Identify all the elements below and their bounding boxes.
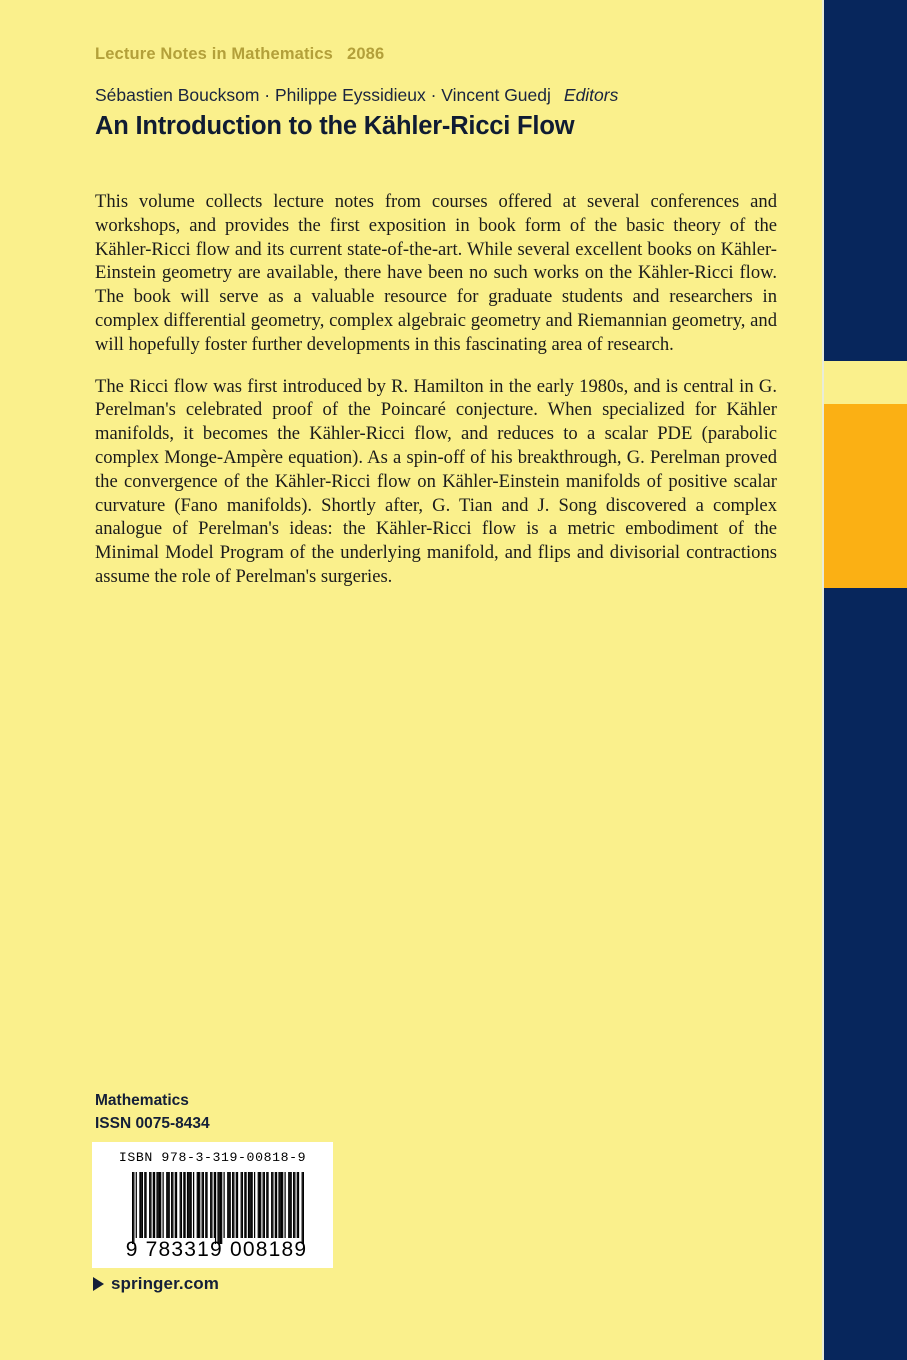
barcode-block bbox=[92, 1142, 333, 1268]
play-triangle-icon bbox=[93, 1277, 104, 1291]
publisher-website-label: springer.com bbox=[111, 1274, 219, 1293]
blurb-paragraph-2: The Ricci flow was first introduced by R. Hamilton in the early 1980s, and is central in G. Perelman's celebrated proof of the Poincaré conjecture. When specialized for Kähler manifolds, it becomes the Kähler-Ricci flow, and reduces to a scalar PDE (parabolic complex Monge-Ampère equation). As a spin-off of his breakthrough, G. Perelman proved the convergence of the Kähler-Ricci flow on Kähler-Einstein manifolds of positive scalar curvature (Fano manifolds). Shortly after, G. Tian and J. Song discovered a complex analogue of Perelman's ideas: the Kähler-Ricci flow is a metric embodiment of the Minimal Model Program of the underlying manifold, and flips and divisorial contractions assume the role of Perelman's surgeries. bbox=[95, 375, 777, 587]
spine-band-orange bbox=[824, 404, 907, 588]
spine-band-navy-bottom bbox=[824, 588, 907, 1360]
editors-role-label: Editors bbox=[563, 85, 619, 105]
series-line bbox=[95, 45, 384, 64]
publisher-website-line[interactable] bbox=[93, 1274, 219, 1294]
page-title: An Introduction to the Kähler-Ricci Flow bbox=[95, 112, 575, 140]
barcode-digits: 9 783319 008189 bbox=[125, 1238, 308, 1261]
blurb-paragraph-1: This volume collects lecture notes from courses offered at several conferences and workshops, and provides the first exposition in book form of the basic theory of the Kähler-Ricci flow and its current state-of-the-art. While several excellent books on Kähler-Einstein geometry are available, there have been no such works on the Kähler-Ricci flow. The book will serve as a valuable resource for graduate students and researchers in complex differential geometry, complex algebraic geometry and Riemannian geometry, and will hopefully foster further developments in this fascinating area of research. bbox=[95, 191, 777, 355]
spine-band-navy-top bbox=[824, 0, 907, 361]
barcode-bars bbox=[132, 1172, 304, 1244]
issn-label: ISSN 0075-8434 bbox=[95, 1115, 210, 1132]
subject-label: Mathematics bbox=[95, 1092, 189, 1109]
isbn-label: ISBN 978-3-319-00818-9 bbox=[118, 1150, 307, 1165]
editor-names: Sébastien Boucksom · Philippe Eyssidieux · Vincent Guedj bbox=[95, 85, 551, 105]
series-number: 2086 bbox=[347, 45, 385, 63]
imprint-block bbox=[95, 1089, 210, 1135]
series-name: Lecture Notes in Mathematics bbox=[95, 45, 334, 63]
spine-color-bands bbox=[824, 0, 907, 1360]
editors-line bbox=[95, 85, 618, 106]
back-cover-blurb bbox=[95, 190, 777, 589]
